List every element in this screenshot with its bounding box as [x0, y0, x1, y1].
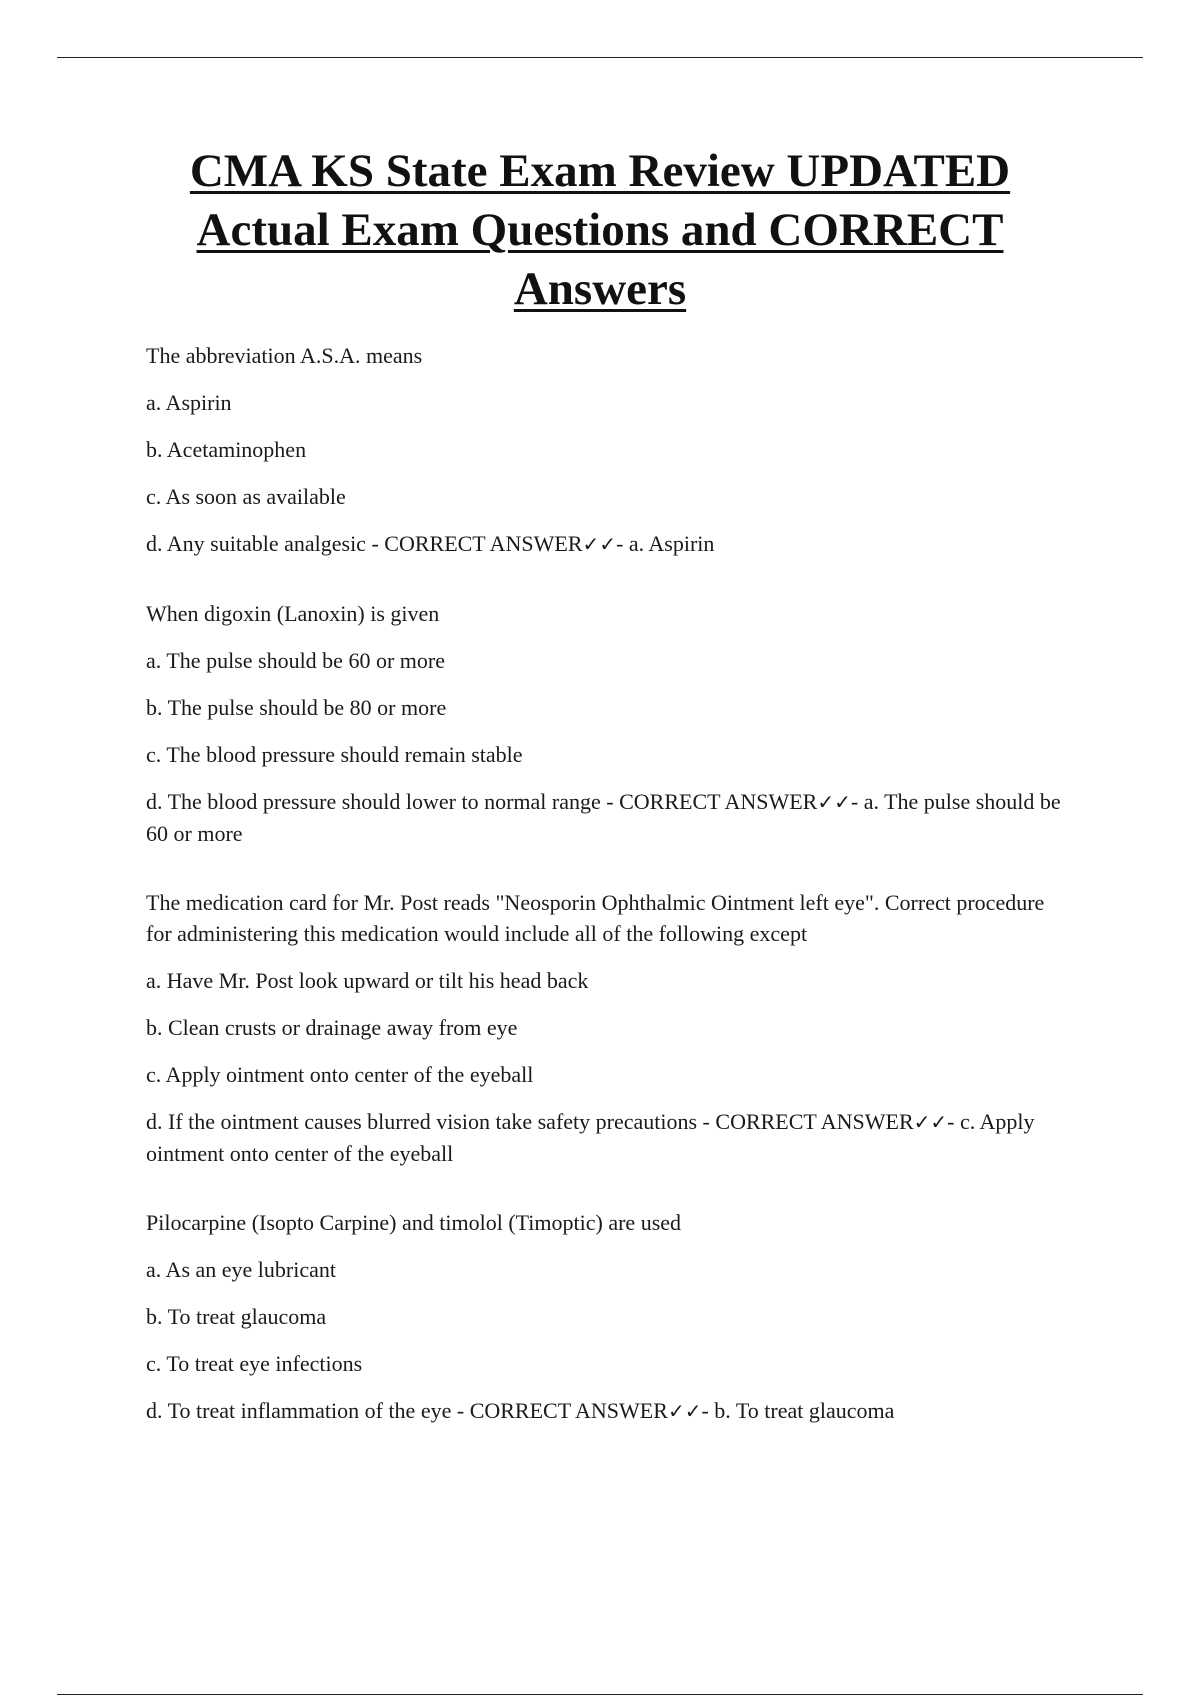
check-mark-icon: ✓✓	[913, 1110, 948, 1134]
option-a: a. Aspirin	[146, 390, 232, 415]
correct-answer-label: CORRECT ANSWER	[469, 1398, 668, 1423]
question-text: The abbreviation A.S.A. means	[146, 343, 423, 368]
correct-answer-text: - a. The pulse should be 60 or more	[146, 789, 1061, 846]
document-body	[146, 340, 1066, 1465]
option-a: a. As an eye lubricant	[146, 1257, 336, 1282]
page-title: CMA KS State Exam Review UPDATED Actual Exam Questions and CORRECT Answers	[189, 145, 1011, 315]
option-c: c. The blood pressure should remain stable	[146, 742, 523, 767]
question-text: Pilocarpine (Isopto Carpine) and timolol (Timoptic) are used	[146, 1210, 682, 1235]
question-text: When digoxin (Lanoxin) is given	[146, 601, 440, 626]
question-text: The medication card for Mr. Post reads "Neosporin Ophthalmic Ointment left eye". Correct procedure for administering this medication would include all of the following except	[146, 890, 1045, 946]
check-mark-icon: ✓✓	[582, 532, 617, 556]
option-b: b. Clean crusts or drainage away from eye	[146, 1015, 518, 1040]
correct-answer-text: - b. To treat glaucoma	[701, 1398, 895, 1423]
option-d-with-answer	[146, 528, 1066, 560]
correct-answer-text: - c. Apply ointment onto center of the eyeball	[146, 1109, 1035, 1166]
correct-answer-label: CORRECT ANSWER	[384, 531, 583, 556]
option-c: c. As soon as available	[146, 484, 346, 509]
option-c: c. To treat eye infections	[146, 1351, 363, 1376]
question-block-2	[146, 598, 1066, 849]
option-d: d. The blood pressure should lower to normal range -	[146, 789, 620, 814]
question-block-3	[146, 887, 1066, 1169]
question-block-1	[146, 340, 1066, 560]
correct-answer-text: - a. Aspirin	[616, 531, 715, 556]
option-d: d. To treat inflammation of the eye -	[146, 1398, 470, 1423]
option-d-with-answer	[146, 786, 1066, 849]
check-mark-icon: ✓✓	[667, 1399, 702, 1423]
option-b: b. To treat glaucoma	[146, 1304, 327, 1329]
option-a: a. Have Mr. Post look upward or tilt his head back	[146, 968, 589, 993]
option-a: a. The pulse should be 60 or more	[146, 648, 445, 673]
footer-rule	[57, 1694, 1143, 1695]
option-d: d. Any suitable analgesic -	[146, 531, 385, 556]
header-rule	[57, 57, 1143, 58]
option-d-with-answer	[146, 1106, 1066, 1169]
correct-answer-label: CORRECT ANSWER	[619, 789, 818, 814]
correct-answer-label: CORRECT ANSWER	[715, 1109, 914, 1134]
option-d-with-answer	[146, 1395, 1066, 1427]
question-block-4	[146, 1207, 1066, 1427]
option-d: d. If the ointment causes blurred vision take safety precautions -	[146, 1109, 716, 1134]
option-b: b. The pulse should be 80 or more	[146, 695, 447, 720]
check-mark-icon: ✓✓	[817, 790, 851, 814]
option-b: b. Acetaminophen	[146, 437, 307, 462]
option-c: c. Apply ointment onto center of the eyeball	[146, 1062, 534, 1087]
